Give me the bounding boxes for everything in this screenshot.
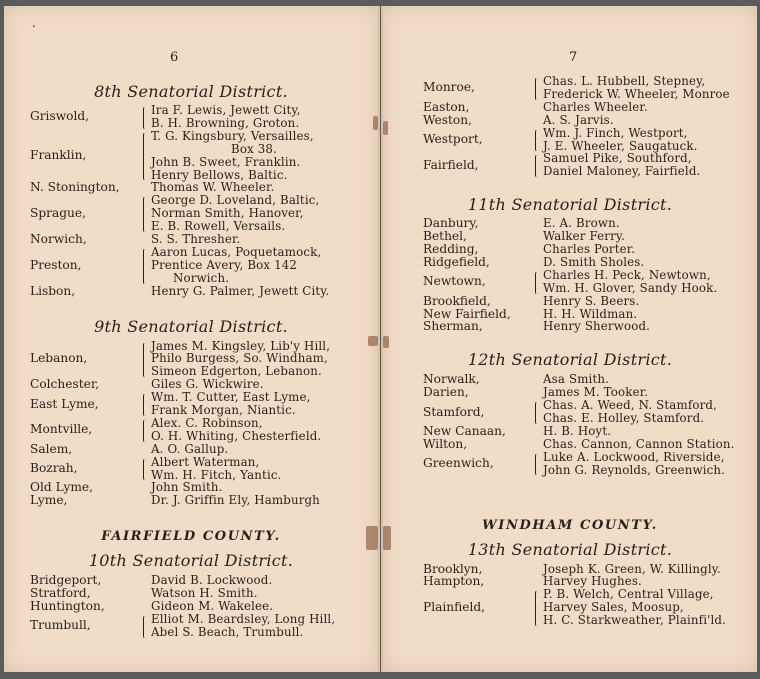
member-name: Joseph K. Green, W. Killingly. [543,561,721,576]
member-name: Wm. T. Cutter, East Lyme, [151,390,311,405]
member-name: T. G. Kingsbury, Versailles, [151,128,314,143]
member-name: Asa Smith. [543,372,609,387]
member-name: Ira F. Lewis, Jewett City, [151,103,301,117]
town-name: Lyme, [30,493,68,508]
town-name: East Lyme, [30,396,99,411]
brace-mark [143,615,147,639]
member-name: Henry S. Beers. [543,293,640,308]
town-name: Westport, [423,132,483,147]
member-name: Abel S. Beach, Trumbull. [151,624,304,639]
binding-stain [366,526,378,550]
town-name: New Fairfield, [423,306,511,321]
town-name: Brooklyn, [423,561,483,576]
town-name: Lisbon, [30,283,76,298]
town-name: Easton, [423,99,470,114]
member-name: James M. Tooker. [543,385,649,400]
member-name: Gideon M. Wakelee. [151,599,274,613]
town-name: Weston, [423,112,472,127]
county-heading: WINDHAM COUNTY. [482,517,658,533]
town-name: Redding, [423,242,479,256]
brace-mark [143,342,147,379]
member-name: Henry Bellows, Baltic. [151,167,288,182]
district-heading: 11th Senatorial District. [467,195,673,215]
member-name: Elliot M. Beardsley, Long Hill, [151,611,336,626]
member-name: B. H. Browning, Groton. [151,115,300,130]
member-name: A. S. Jarvis. [543,112,614,127]
brace-mark [535,129,539,153]
member-name: Thomas W. Wheeler. [151,180,275,195]
member-name: Alex. C. Robinson, [151,415,263,430]
brace-mark [535,77,539,101]
member-name: E. A. Brown. [543,216,620,231]
town-name: Norwalk, [423,372,480,387]
brace-mark [535,590,539,627]
town-name: Huntington, [30,599,105,613]
member-name: Albert Waterman, [151,454,260,469]
member-name: Wm. H. Fitch, Yantic. [151,467,282,482]
member-name: D. Smith Sholes. [543,254,645,269]
town-name: N. Stonington, [30,180,120,195]
town-name: Greenwich, [423,456,494,471]
binding-stain [383,336,389,348]
town-name: Wilton, [423,436,468,451]
brace-mark [143,248,147,285]
member-name: Luke A. Lockwood, Riverside, [543,449,725,464]
member-name: Walker Ferry. [543,229,626,244]
district-heading: 8th Senatorial District. [94,82,288,101]
member-name: Charles H. Peck, Newtown, [543,267,711,282]
member-name: Frederick W. Wheeler, Monroe [543,86,730,101]
town-name: Montville, [30,422,93,437]
member-name: Chas. E. Holley, Stamford. [543,411,705,425]
left-page [4,6,380,672]
brace-mark [143,196,147,233]
member-name: Henry Sherwood. [543,319,651,334]
brace-mark [535,453,539,477]
right-page [381,6,757,672]
member-name: Giles G. Wickwire. [151,377,264,392]
member-name: David B. Lockwood. [151,573,273,588]
brace-mark [535,401,539,425]
member-name: Philo Burgess, So. Windham, [151,351,328,366]
town-name: Darien, [423,385,469,400]
member-name: A. O. Gallup. [151,441,229,456]
member-name: H. C. Starkweather, Plainfi'ld. [543,613,727,628]
member-name: Charles Wheeler. [543,99,648,114]
town-name: Plainfield, [423,600,486,615]
town-name: Fairfield, [423,157,479,172]
member-name: Harvey Hughes. [543,574,642,589]
town-name: Bozrah, [30,461,78,476]
brace-mark [535,154,539,178]
member-name: H. B. Hoyt. [543,423,612,438]
district-heading: 13th Senatorial District. [467,539,673,559]
town-name: Preston, [30,257,82,272]
binding-stain [373,116,378,130]
town-name: Sherman, [423,319,483,334]
member-name: Henry G. Palmer, Jewett City. [151,283,330,298]
member-name: Chas. A. Weed, N. Stamford, [543,398,717,413]
town-name: Newtown, [423,274,486,289]
town-name: Lebanon, [30,351,88,366]
town-name: Colchester, [30,377,100,392]
member-name: Prentice Avery, Box 142 [151,257,298,272]
brace-mark [535,271,539,295]
town-name: Ridgefield, [423,254,490,269]
member-name: James M. Kingsley, Lib'y Hill, [151,338,331,353]
binding-stain [383,526,391,550]
town-name: Bridgeport, [30,573,102,588]
district-heading: 12th Senatorial District. [467,350,673,370]
town-name: Trumbull, [30,618,91,633]
member-name: Box 38. [231,141,277,156]
town-name: Monroe, [423,80,475,95]
brace-mark [143,419,147,443]
member-name: Charles Porter. [543,242,636,256]
town-name: Danbury, [423,216,479,231]
member-name: Chas. L. Hubbell, Stepney, [543,74,706,88]
town-name: Norwich, [30,232,87,246]
member-name: Harvey Sales, Moosup, [543,600,684,615]
member-name: P. B. Welch, Central Village, [543,587,714,602]
member-name: S. S. Thresher. [151,232,241,246]
member-name: Aaron Lucas, Poquetamock, [151,244,322,259]
member-name: Norman Smith, Hanover, [151,206,304,221]
member-name: H. H. Wildman. [543,306,638,321]
member-name: O. H. Whiting, Chesterfield. [151,428,322,443]
binding-stain [383,121,388,135]
member-name: Samuel Pike, Southford, [543,151,692,166]
town-name: Old Lyme, [30,480,93,495]
brace-mark [143,132,147,182]
town-name: Salem, [30,441,73,456]
page-mark: . [32,16,36,30]
district-heading: 10th Senatorial District. [88,551,294,571]
page-number: 6 [170,50,179,65]
brace-mark [143,393,147,417]
town-name: Brookfield, [423,293,491,308]
town-name: Griswold, [30,109,90,124]
member-name: Chas. Cannon, Cannon Station. [543,436,735,451]
member-name: J. E. Wheeler, Saugatuck. [543,138,698,153]
member-name: Daniel Maloney, Fairfield. [543,164,701,179]
member-name: Frank Morgan, Niantic. [151,403,296,417]
county-heading: FAIRFIELD COUNTY. [101,529,281,545]
member-name: Watson H. Smith. [151,586,258,601]
member-name: Wm. H. Glover, Sandy Hook. [543,280,718,295]
town-name: Franklin, [30,148,87,163]
town-name: Hampton, [423,574,485,589]
brace-mark [143,106,147,130]
member-name: Simeon Edgerton, Lebanon. [151,364,322,379]
member-name: John B. Sweet, Franklin. [151,154,301,169]
member-name: E. B. Rowell, Versails. [151,219,286,234]
member-name: Dr. J. Griffin Ely, Hamburgh [151,493,320,508]
member-name: Wm. J. Finch, Westport, [543,125,688,140]
member-name: John G. Reynolds, Greenwich. [543,462,726,477]
town-name: Stamford, [423,404,485,419]
page-number: 7 [569,50,578,65]
binding-stain [368,336,378,346]
town-name: Sprague, [30,206,86,221]
district-heading: 9th Senatorial District. [94,316,288,336]
member-name: John Smith. [151,480,223,495]
town-name: Bethel, [423,229,467,244]
brace-mark [143,458,147,482]
member-name: George D. Loveland, Baltic, [151,193,320,208]
member-name: Norwich. [173,270,230,285]
town-name: New Canaan, [423,423,506,438]
town-name: Stratford, [30,586,91,601]
